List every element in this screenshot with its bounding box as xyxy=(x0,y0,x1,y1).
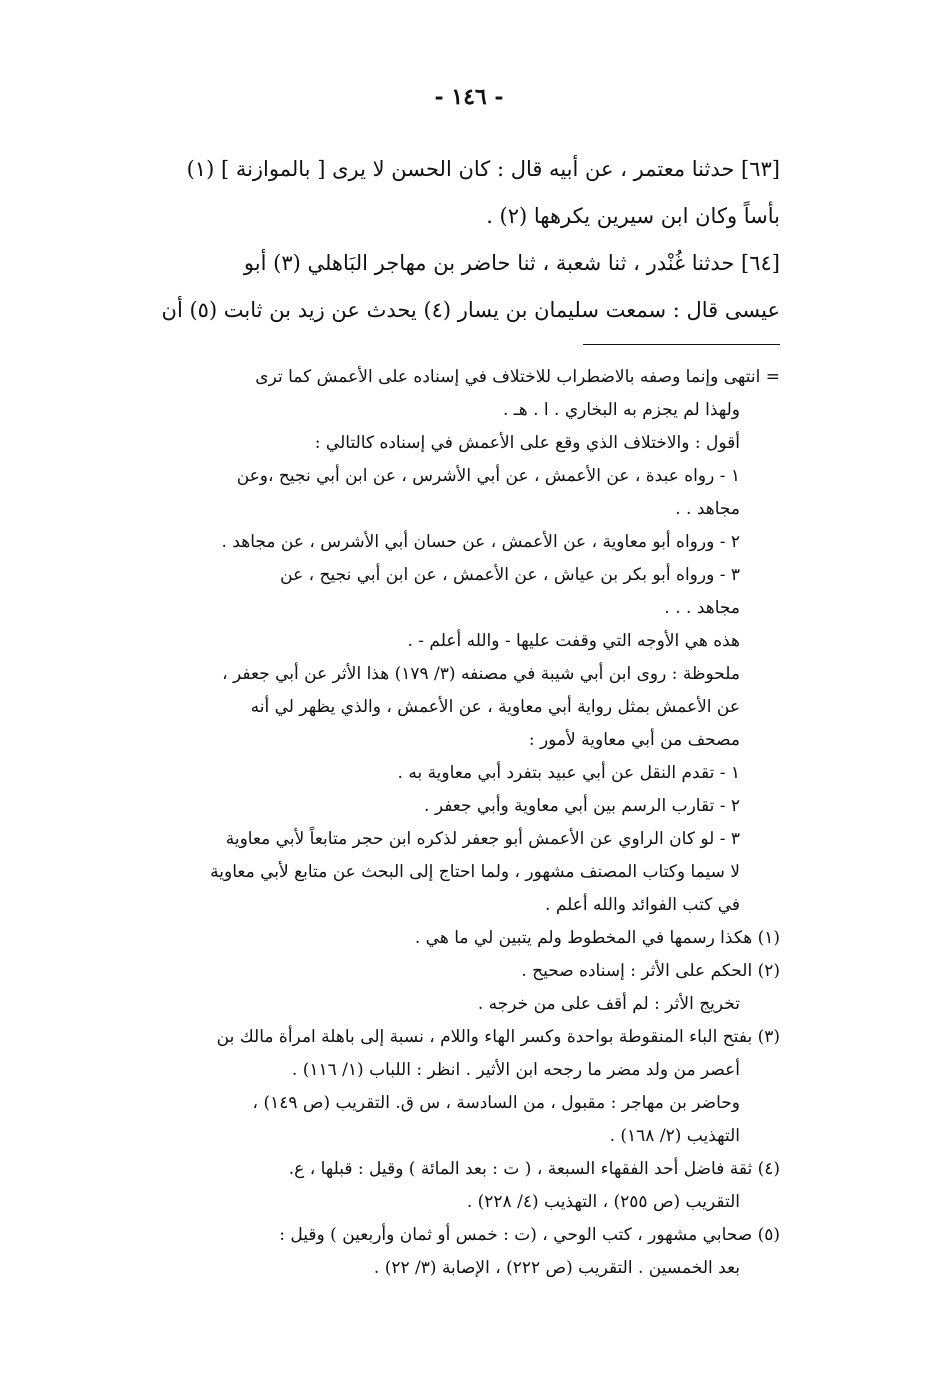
footnote-line: مصحف من أبي معاوية لأمور : xyxy=(528,730,740,750)
footnote-line: التقريب (ص ٢٥٥) ، التهذيب (٤/ ٢٢٨) . xyxy=(466,1192,740,1212)
footnote-line: ٣ - ورواه أبو بكر بن عياش ، عن الأعمش ، عن ابن أبي نجيح ، عن xyxy=(280,565,740,585)
footnote-line: ولهذا لم يجزم به البخاري . ا . هـ . xyxy=(502,400,740,420)
footnote-separator xyxy=(583,344,780,345)
footnote-line: وحاضر بن مهاجر : مقبول ، من السادسة ، س ق. التقريب (ص ١٤٩) ، xyxy=(252,1093,740,1113)
footnote-line: هذه هي الأوجه التي وقفت عليها - والله أعلم - . xyxy=(407,631,740,651)
footnote-line: (٥) صحابي مشهور ، كتب الوحي ، (ت : خمس أو ثمان وأربعين ) وقيل : xyxy=(279,1225,780,1245)
footnote-line: بعد الخمسين . التقريب (ص ٢٢٢) ، الإصابة (٣/ ٢٢) . xyxy=(373,1258,740,1278)
footnote-line: أعصر من ولد مضر ما رجحه ابن الأثير . انظر : اللباب (١/ ١١٦) . xyxy=(291,1060,740,1080)
main-text-line: عيسى قال : سمعت سليمان بن يسار (٤) يحدث عن زيد بن ثابت (٥) أن xyxy=(161,298,780,322)
footnote-line: التهذيب (٢/ ١٦٨) . xyxy=(609,1126,740,1146)
footnote-line: ١ - رواه عبدة ، عن الأعمش ، عن أبي الأشرس ، عن ابن أبي نجيح ،وعن xyxy=(236,466,740,486)
footnote-line: ملحوظة : روى ابن أبي شيبة في مصنفه (٣/ ١٧٩) هذا الأثر عن أبي جعفر ، xyxy=(222,664,740,684)
footnote-line: أقول : والاختلاف الذي وقع على الأعمش في إسناده كالتالي : xyxy=(314,433,740,453)
main-text-line: [٦٣] حدثنا معتمر ، عن أبيه قال : كان الحسن لا يرى [ بالموازنة ] (١) xyxy=(186,157,780,181)
footnote-line: (٣) بفتح الباء المنقوطة بواحدة وكسر الهاء واللام ، نسبة إلى باهلة امرأة مالك بن xyxy=(216,1027,780,1047)
main-text-line: [٦٤] حدثنا غُنْدر ، ثنا شعبة ، ثنا حاضر بن مهاجر البَاهلي (٣) أبو xyxy=(243,251,780,275)
footnote-line: = انتهى وإنما وصفه بالاضطراب للاختلاف في إسناده على الأعمش كما ترى xyxy=(255,367,780,387)
footnote-line: لا سيما وكتاب المصنف مشهور ، ولما احتاج إلى البحث عن متابع لأبي معاوية xyxy=(210,862,740,882)
footnote-line: ١ - تقدم النقل عن أبي عبيد بتفرد أبي معاوية به . xyxy=(397,763,740,783)
footnote-line: ٣ - لو كان الراوي عن الأعمش أبو جعفر لذكره ابن حجر متابعاً لأبي معاوية xyxy=(225,829,740,849)
footnote-line: ٢ - تقارب الرسم بين أبي معاوية وأبي جعفر . xyxy=(424,796,740,816)
footnote-line: عن الأعمش بمثل رواية أبي معاوية ، عن الأعمش ، والذي يظهر لي أنه xyxy=(250,697,740,717)
page-number: - ١٤٦ - xyxy=(434,84,504,110)
footnote-line: في كتب الفوائد والله أعلم . xyxy=(545,895,740,915)
footnote-line: ٢ - ورواه أبو معاوية ، عن الأعمش ، عن حسان أبي الأشرس ، عن مجاهد . xyxy=(221,532,740,552)
footnote-line: (٤) ثقة فاضل أحد الفقهاء السبعة ، ( ت : بعد المائة ) وقيل : قبلها ، ع. xyxy=(288,1159,780,1179)
main-text-line: بأساً وكان ابن سيرين يكرهها (٢) . xyxy=(486,204,780,228)
footnote-line: (٢) الحكم على الأثر : إسناده صحيح . xyxy=(521,961,780,981)
footnote-line: (١) هكذا رسمها في المخطوط ولم يتبين لي ما هي . xyxy=(414,928,780,948)
footnote-line: مجاهد . . xyxy=(675,499,740,519)
footnote-line: مجاهد . . . xyxy=(664,598,740,618)
footnote-line: تخريج الأثر : لم أقف على من خرجه . xyxy=(477,994,740,1014)
